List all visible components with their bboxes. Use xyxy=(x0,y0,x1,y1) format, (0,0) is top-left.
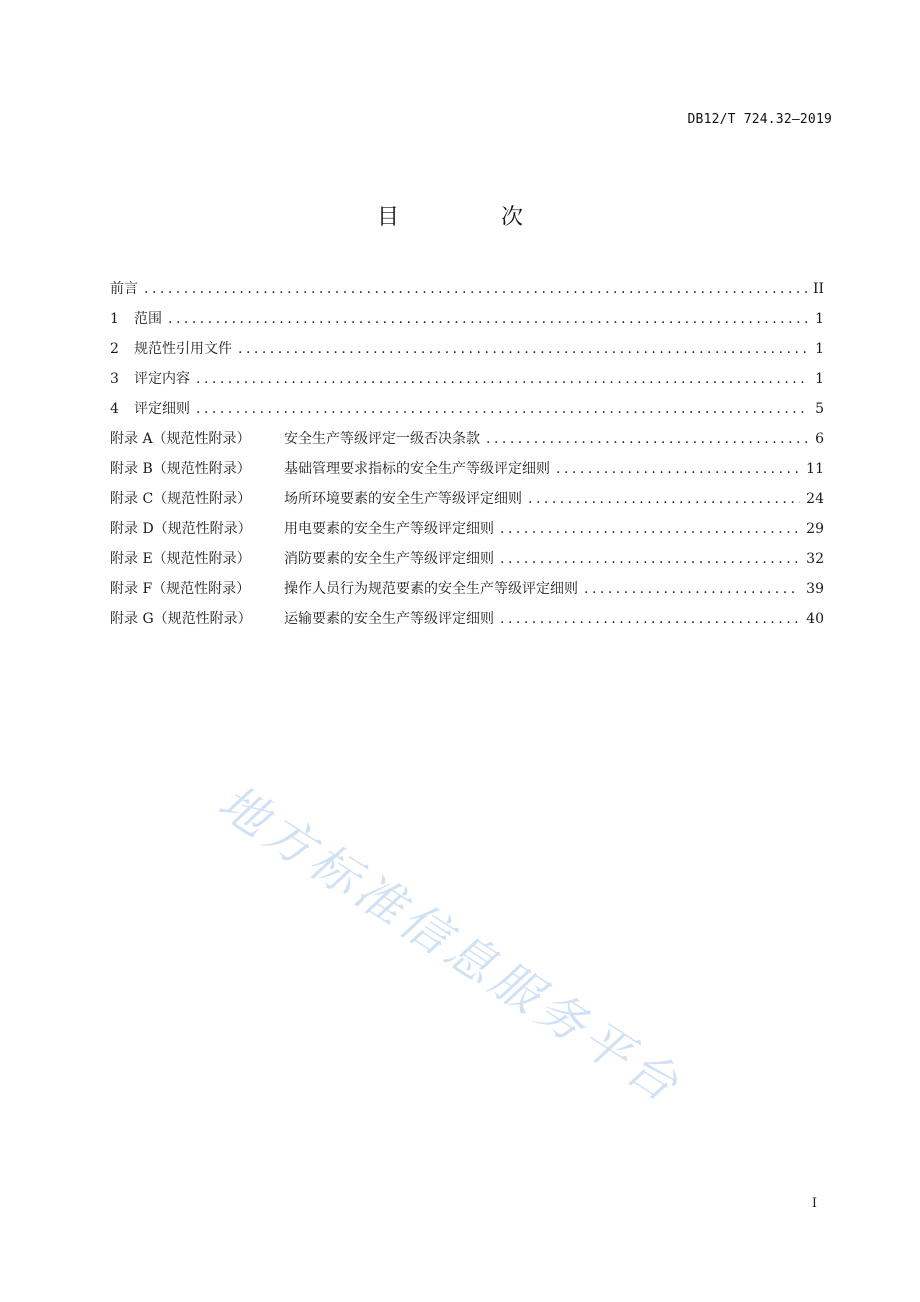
toc-leader xyxy=(500,548,800,570)
toc-entry-appendix[interactable] xyxy=(110,488,824,518)
toc-appendix-prefix: 附录 G（规范性附录） xyxy=(110,611,252,627)
toc-entry-number: 4 xyxy=(110,401,119,417)
toc-entry-label: 范围 xyxy=(134,311,162,327)
toc-entry-page: 5 xyxy=(815,401,824,417)
toc-entry-page: 1 xyxy=(815,311,824,327)
toc-leader xyxy=(144,278,807,300)
toc-entry-label: 前言 xyxy=(110,281,138,297)
toc-leader xyxy=(238,338,808,360)
toc-leader xyxy=(486,428,808,450)
toc-appendix-prefix: 附录 A（规范性附录） xyxy=(110,431,251,447)
toc-entry-page: 39 xyxy=(806,581,824,597)
toc-entry-page: 1 xyxy=(815,341,824,357)
toc-leader xyxy=(556,458,800,480)
toc-entry[interactable] xyxy=(110,368,824,398)
toc-title: 目 次 xyxy=(376,205,563,230)
toc-entry-page: 24 xyxy=(806,491,824,507)
toc-appendix-prefix: 附录 F（规范性附录） xyxy=(110,581,251,597)
toc-entry-page: II xyxy=(812,281,824,297)
toc-entry-appendix[interactable] xyxy=(110,608,824,638)
toc-entry-label: 安全生产等级评定一级否决条款 xyxy=(284,431,480,447)
toc-leader xyxy=(528,488,800,510)
toc-entry-page: 32 xyxy=(806,551,824,567)
document-code: DB12/T 724.32—2019 xyxy=(687,112,832,127)
toc-entry-appendix[interactable] xyxy=(110,458,824,488)
toc-leader xyxy=(500,608,800,630)
toc-entry-label: 规范性引用文件 xyxy=(134,341,232,357)
toc-leader xyxy=(196,398,808,420)
page-number: I xyxy=(811,1196,817,1211)
toc-entry-label: 评定内容 xyxy=(134,371,190,387)
toc-entry-number: 3 xyxy=(110,371,119,387)
toc-entry[interactable] xyxy=(110,308,824,338)
toc-entry-page: 6 xyxy=(815,431,824,447)
toc-appendix-prefix: 附录 B（规范性附录） xyxy=(110,461,251,477)
toc-entry-page: 29 xyxy=(806,521,824,537)
toc-entry[interactable] xyxy=(110,338,824,368)
toc-entry-label: 消防要素的安全生产等级评定细则 xyxy=(284,551,494,567)
toc-entry-label: 操作人员行为规范要素的安全生产等级评定细则 xyxy=(284,581,578,597)
toc-appendix-prefix: 附录 D（规范性附录） xyxy=(110,521,252,537)
toc-entry-number: 2 xyxy=(110,341,119,357)
toc-leader xyxy=(168,308,808,330)
toc-entry-label: 用电要素的安全生产等级评定细则 xyxy=(284,521,494,537)
toc-entry-page: 1 xyxy=(815,371,824,387)
toc-entry-label: 基础管理要求指标的安全生产等级评定细则 xyxy=(284,461,550,477)
table-of-contents xyxy=(110,278,824,638)
toc-leader xyxy=(196,368,808,390)
toc-appendix-prefix: 附录 C（规范性附录） xyxy=(110,491,252,507)
toc-entry-page: 40 xyxy=(806,611,824,627)
toc-entry-label: 评定细则 xyxy=(134,401,190,417)
toc-entry[interactable] xyxy=(110,398,824,428)
toc-entry-page: 11 xyxy=(806,461,824,477)
toc-entry-label: 运输要素的安全生产等级评定细则 xyxy=(284,611,494,627)
toc-leader xyxy=(584,578,800,600)
toc-entry[interactable] xyxy=(110,278,824,308)
toc-entry-appendix[interactable] xyxy=(110,428,824,458)
toc-entry-number: 1 xyxy=(110,311,119,327)
toc-entry-appendix[interactable] xyxy=(110,578,824,608)
watermark: 地方标准信息服务平台 xyxy=(208,774,692,1116)
toc-entry-label: 场所环境要素的安全生产等级评定细则 xyxy=(284,491,522,507)
toc-entry-appendix[interactable] xyxy=(110,548,824,578)
toc-leader xyxy=(500,518,800,540)
toc-entry-appendix[interactable] xyxy=(110,518,824,548)
toc-appendix-prefix: 附录 E（规范性附录） xyxy=(110,551,251,567)
